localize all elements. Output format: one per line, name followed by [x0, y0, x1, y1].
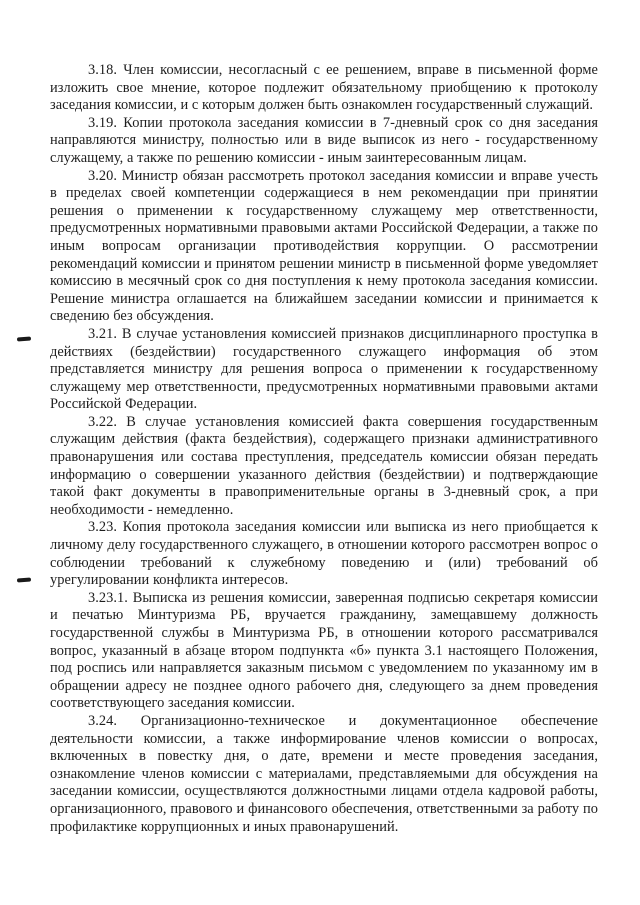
margin-mark	[17, 578, 31, 583]
paragraph-3-18: 3.18. Член комиссии, несогласный с ее решением, вправе в письменной форме изложить свое мнение, которое подлежит обязательному приобщению к протоколу заседания комиссии, и с которым должен быть ознакомлен государственный служащий.	[50, 62, 598, 114]
paragraph-3-22: 3.22. В случае установления комиссией факта совершения государственным служащим действия (факта бездействия), содержащего признаки административного правонарушения или состава преступления, председатель комиссии обязан передать информацию о совершении указанного действия (бездействии) и подтверждающие такой факт документы в правоприменительные органы в 3-дневный срок, а при необходимости - немедленно.	[50, 413, 598, 518]
paragraph-3-23-1: 3.23.1. Выписка из решения комиссии, заверенная подписью секретаря комиссии и печатью Минтуризма РБ, вручается гражданину, замещавшему должность государственной службы в Минтуризма РБ, в отношении которого рассматривался вопрос, указанный в абзаце втором подпункта «б» пункта 3.1 настоящего Положения, под роспись или направляется заказным письмом с уведомлением по указанному им в обращении адресу не позднее одного рабочего дня, следующего за днем проведения соответствующего заседания комиссии.	[50, 589, 598, 712]
paragraph-3-19: 3.19. Копии протокола заседания комиссии в 7-дневный срок со дня заседания направляются министру, полностью или в виде выписок из него - государственному служащему, а также по решению комиссии - иным заинтересованным лицам.	[50, 114, 598, 166]
paragraph-3-23: 3.23. Копия протокола заседания комиссии или выписка из него приобщается к личному делу государственного служащего, в отношении которого рассмотрен вопрос о соблюдении требований к служебному поведению и (или) требований об урегулировании конфликта интересов.	[50, 519, 598, 589]
document-body	[50, 62, 598, 836]
margin-mark	[17, 337, 31, 342]
paragraph-3-21: 3.21. В случае установления комиссией признаков дисциплинарного проступка в действиях (бездействии) государственного служащего информация об этом представляется министру для решения вопроса о применении к государственному служащему мер ответственности, предусмотренных нормативными правовыми актами Российской Федерации.	[50, 325, 598, 413]
paragraph-3-24: 3.24. Организационно-техническое и документационное обеспечение деятельности комиссии, а также информирование членов комиссии о вопросах, включенных в повестку дня, о дате, времени и месте проведения заседания, ознакомление членов комиссии с материалами, представляемыми для обсуждения на заседании комиссии, осуществляются должностными лицами отдела кадровой работы, организационного, правового и финансового обеспечения, ответственными за работу по профилактике коррупционных и иных правонарушений.	[50, 712, 598, 835]
paragraph-3-20: 3.20. Министр обязан рассмотреть протокол заседания комиссии и вправе учесть в пределах своей компетенции содержащиеся в нем рекомендации при принятии решения о применении к государственному служащему мер ответственности, предусмотренных нормативными правовыми актами Российской Федерации, а также по иным вопросам организации противодействия коррупции. О рассмотрении рекомендаций комиссии и принятом решении министр в письменной форме уведомляет комиссию в месячный срок со дня поступления к нему протокола заседания комиссии. Решение министра оглашается на ближайшем заседании комиссии и принимается к сведению без обсуждения.	[50, 167, 598, 325]
